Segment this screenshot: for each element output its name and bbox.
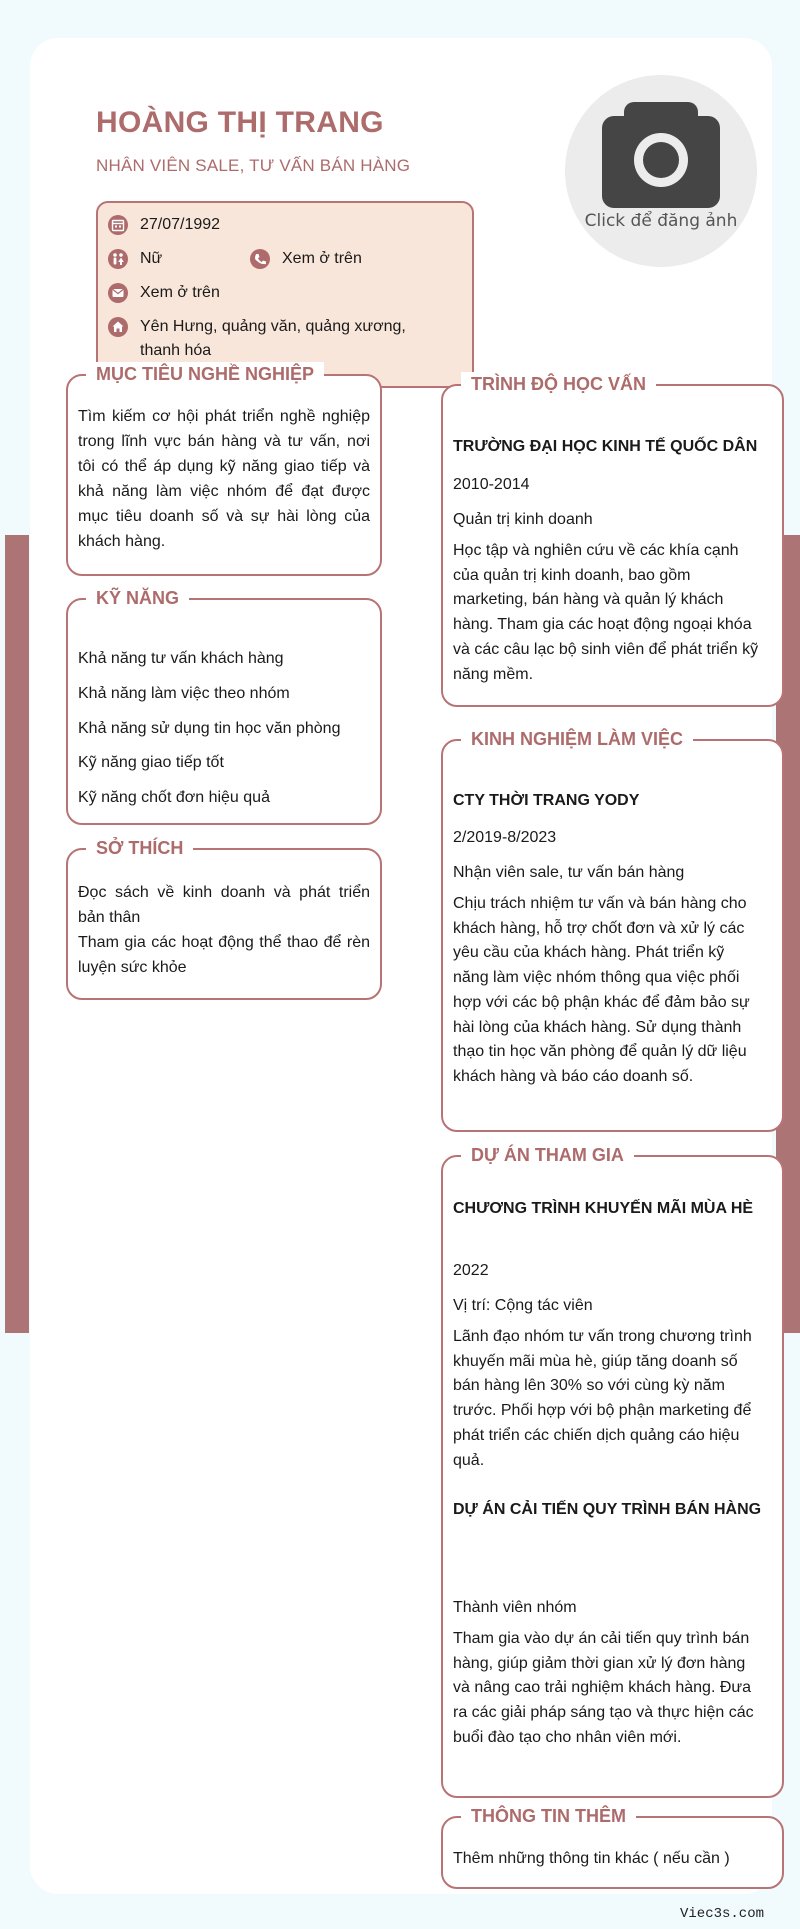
project-description[interactable]: Lãnh đạo nhóm tư vấn trong chương trình khuyến mãi mùa hè, giúp tăng doanh số bán hàng lên 30% so với cùng kỳ năm trước. Phối hợp với bộ phận marketing để phát triển các chiến dịch quảng cáo hiệu quả. [453,1328,752,1469]
skill-item[interactable]: Khả năng sử dụng tin học văn phòng [78,720,341,737]
projects-section [441,1145,784,1798]
experience-position[interactable]: Nhận viên sale, tư vấn bán hàng [453,864,685,881]
experience-period[interactable]: 2/2019-8/2023 [453,829,557,846]
project-year[interactable]: 2022 [453,1262,489,1279]
address-row [108,315,428,363]
extra-info-section [441,1806,784,1889]
camera-icon [602,100,720,208]
hobbies-section [66,838,382,1000]
photo-upload-label: Click để đăng ảnh [584,211,738,231]
email-value[interactable]: Xem ở trên [140,284,220,301]
skill-item[interactable]: Kỹ năng giao tiếp tốt [78,754,224,771]
candidate-title[interactable]: NHÂN VIÊN SALE, TƯ VẤN BÁN HÀNG [96,156,411,175]
experience-description[interactable]: Chịu trách nhiệm tư vấn và bán hàng cho khách hàng, hỗ trợ chốt đơn và xử lý các yêu cầu của khách hàng. Phát triển kỹ năng làm việc nhóm thông qua việc phối hợp với các bộ phận khác để đảm bảo sự hài lòng của khách hàng. Sử dụng thành thạo tin học văn phòng để quản lý dữ liệu khách hàng và báo cáo doanh số. [453,895,750,1085]
home-icon [108,317,128,337]
objective-section [66,364,382,576]
extra-info-text[interactable]: Thêm những thông tin khác ( nếu cần ) [453,1850,730,1867]
site-watermark: Viec3s.com [679,1906,764,1922]
gender-row [108,247,162,271]
education-school[interactable]: TRƯỜNG ĐẠI HỌC KINH TẾ QUỐC DÂN [453,438,758,455]
education-title: TRÌNH ĐỘ HỌC VẤN [461,372,656,396]
gender-icon [108,249,128,269]
birthday-row [108,213,220,237]
extra-info-title: THÔNG TIN THÊM [461,1804,636,1828]
project-name[interactable]: DỰ ÁN CẢI TIẾN QUY TRÌNH BÁN HÀNG [453,1501,762,1518]
experience-section [441,729,784,1132]
project-description[interactable]: Tham gia vào dự án cải tiến quy trình bán hàng, giúp giảm thời gian xử lý đơn hàng và nâng cao trải nghiệm khách hàng. Đưa ra các giải pháp sáng tạo và thực hiện các buổi đào tạo cho nhân viên mới. [453,1630,754,1746]
birthday-value[interactable]: 27/07/1992 [140,216,221,233]
gender-value[interactable]: Nữ [140,250,163,267]
project-name[interactable]: CHƯƠNG TRÌNH KHUYẾN MÃI MÙA HÈ [453,1200,754,1217]
skills-section [66,588,382,825]
skill-item[interactable]: Khả năng làm việc theo nhóm [78,685,290,702]
phone-row [250,247,362,271]
left-decor-bar [5,535,29,1333]
education-description[interactable]: Học tập và nghiên cứu về các khía cạnh của quản trị kinh doanh, bao gồm marketing, bán hàng và quản lý khách hàng. Tham gia các hoạt động ngoại khóa và các câu lạc bộ sinh viên để phát triển kỹ năng mềm. [453,542,759,683]
education-major[interactable]: Quản trị kinh doanh [453,511,593,528]
education-section [441,374,784,707]
cv-page [30,38,772,1894]
phone-icon [250,249,270,269]
hobby-item[interactable]: Tham gia các hoạt động thể thao để rèn luyện sức khỏe [78,934,370,976]
experience-company[interactable]: CTY THỜI TRANG YODY [453,792,640,809]
photo-upload[interactable] [565,75,757,267]
hobbies-title: SỞ THÍCH [86,836,193,860]
phone-value[interactable]: Xem ở trên [282,250,362,267]
email-row [108,281,220,305]
email-icon [108,283,128,303]
objective-title: MỤC TIÊU NGHỀ NGHIỆP [86,362,324,386]
contact-box [96,201,474,388]
skills-title: KỸ NĂNG [86,586,189,610]
experience-title: KINH NGHIỆM LÀM VIỆC [461,727,693,751]
calendar-icon [108,215,128,235]
objective-text[interactable]: Tìm kiếm cơ hội phát triển nghề nghiệp trong lĩnh vực bán hàng và tư vấn, nơi tôi có thể áp dụng kỹ năng giao tiếp và khả năng làm việc nhóm để đạt được mục tiêu doanh số và sự hài lòng của khách hàng. [78,408,370,550]
candidate-name[interactable]: HOÀNG THỊ TRANG [96,106,384,139]
project-role[interactable]: Vị trí: Cộng tác viên [453,1297,593,1314]
projects-title: DỰ ÁN THAM GIA [461,1143,634,1167]
skill-item[interactable]: Khả năng tư vấn khách hàng [78,650,284,667]
education-period[interactable]: 2010-2014 [453,476,530,493]
project-role[interactable]: Thành viên nhóm [453,1599,577,1616]
skill-item[interactable]: Kỹ năng chốt đơn hiệu quả [78,789,270,806]
hobby-item[interactable]: Đọc sách về kinh doanh và phát triển bản thân [78,884,370,926]
address-value[interactable]: Yên Hưng, quảng văn, quảng xương, thanh hóa [140,318,406,359]
